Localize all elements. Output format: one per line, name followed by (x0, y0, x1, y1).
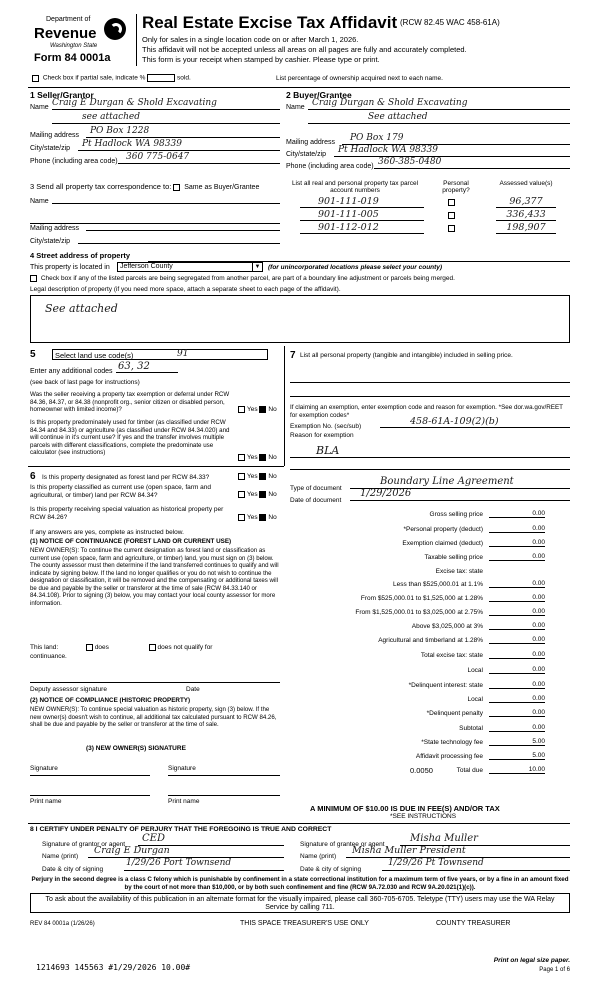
q2-no-label: No (268, 454, 277, 462)
buyer-heading: 2 Buyer/Grantee (286, 90, 352, 100)
this-land-label: This land: (30, 644, 59, 652)
s6q1-no-label: No (268, 473, 277, 481)
buyer-phone-field[interactable]: 360-385-0480 (374, 157, 570, 169)
section7-num: 7 (290, 350, 296, 361)
seller-name-field-2[interactable]: see attached (52, 112, 280, 124)
tax-row (300, 580, 545, 591)
buyer-mailing-label: Mailing address (286, 139, 336, 146)
partial-sale-checkbox[interactable] (32, 75, 39, 82)
s6q3-yes-label: Yes (247, 514, 258, 522)
date-grantor-label: Date & city of signing (42, 866, 104, 873)
local-rate: 0.0050 (410, 766, 433, 775)
legal-paper-note: Print on legal size paper. (493, 957, 570, 964)
parcel-number-field[interactable]: 901-111-019 (300, 196, 424, 208)
treasurer-only: THIS SPACE TREASURER'S USE ONLY (240, 920, 369, 927)
additional-codes-field[interactable]: 63, 32 (116, 361, 178, 373)
tax-row-value[interactable]: 0.00 (489, 695, 545, 703)
notice2-text: NEW OWNER(S): To continue special valuation as historic property, sign (3) below. If the new owner(s) doesn't wish to continue, all additional tax calculated pursuant to RCW 84.26, shall be due and payable by the seller or transferor at the time of sale. (30, 706, 277, 728)
exemption-no-label: Exemption No. (sec/sub) (290, 423, 362, 430)
section5-q2: Is this property predominately used for timber (as classified under RCW 84.34 and 84.33) or agriculture (as classified under RCW 84.34.020) and will continue in it's current use? If yes and the transfer involves multiple parcels with different classifications, complete the predominate use calculator (see instructions) (30, 419, 230, 456)
q2-yes-label: Yes (247, 454, 258, 462)
exemption-no-field[interactable]: 458-61A-109(2)(b) (380, 416, 570, 428)
corr-city-label: City/state/zip (30, 238, 71, 245)
deputy-sig-field[interactable] (30, 675, 190, 683)
corr-mailing-label: Mailing address (30, 225, 80, 232)
new-owner-print-field-1[interactable] (30, 788, 150, 796)
county-select[interactable] (117, 262, 263, 272)
correspondence-row (30, 182, 259, 191)
assessed-value-field[interactable]: 198,907 (496, 222, 556, 234)
tax-row-label: Less than $525,000.01 at 1.1% (393, 581, 483, 588)
seller-heading: 1 Seller/Grantor (30, 90, 94, 100)
tax-row-value[interactable]: 0.00 (489, 580, 545, 588)
section6-q2: Is this property classified as current use (open space, farm and agricultural, or timber) land per RCW 84.34? (30, 484, 212, 499)
alt-format-box (30, 893, 570, 913)
reason-field-2[interactable] (290, 462, 570, 470)
tax-row-value[interactable]: 0.00 (489, 525, 545, 533)
rev-number: REV 84 0001a (1/26/26) (30, 921, 95, 927)
tax-row-label: Taxable selling price (424, 554, 483, 561)
doc-type-label: Type of document (290, 485, 342, 492)
tax-row (300, 539, 545, 550)
perjury-note: Perjury in the second degree is a class C felony which is punishable by confinement in a state correctional institution for a maximum term of five years, or by a fine in an amount fixed by the court of not more than $10,000, or by both such confinement and fine (RCW 9A.72.030 and RCW 9A.20.021(1)(c)). (31, 876, 569, 891)
section6-num: 6 (30, 471, 36, 482)
seller-city-label: City/state/zip (30, 145, 71, 152)
tax-row-value[interactable]: 0.00 (489, 681, 545, 689)
buyer-mailing-field[interactable]: PO Box 179 (342, 133, 570, 145)
tax-row-value[interactable]: 0.00 (489, 651, 545, 659)
section8-heading: 8 I CERTIFY UNDER PENALTY OF PERJURY THAT THE FOREGOING IS TRUE AND CORRECT (30, 826, 332, 833)
s6q3-no-label: No (268, 514, 277, 522)
seller-name-label: Name (30, 104, 49, 111)
section5-q2-answers (238, 454, 277, 461)
tax-row-label: *Delinquent interest: state (408, 682, 483, 689)
chevron-down-icon: ▼ (252, 263, 262, 271)
tax-row-label: Total due (456, 767, 483, 774)
tax-row (300, 553, 545, 564)
tax-row-label: Agricultural and timberland at 1.28% (378, 637, 483, 644)
tax-row-value[interactable]: 5.00 (489, 752, 545, 760)
county-treasurer: COUNTY TREASURER (436, 920, 511, 927)
tax-row-label: *State technology fee (421, 739, 483, 746)
form-title: Real Estate Excise Tax Affidavit (142, 13, 398, 32)
personal-property-field-2[interactable] (290, 389, 570, 397)
name-grantee-label: Name (print) (300, 853, 337, 860)
s6q2-yes-checkbox[interactable] (238, 491, 245, 498)
col-divider (284, 346, 285, 466)
tax-row-value[interactable]: 10.00 (489, 766, 545, 774)
tax-row-value[interactable]: 0.00 (489, 510, 545, 518)
tax-row-label: Above $3,025,000 at 3% (411, 623, 483, 630)
tax-row-value[interactable]: 0.00 (489, 608, 545, 616)
buyer-name-label: Name (286, 104, 305, 111)
segregated-checkbox[interactable] (30, 275, 37, 282)
personal-property-field-1[interactable] (290, 375, 570, 383)
does-not-label: does not qualify for (157, 644, 213, 652)
sig-label-2: Signature (168, 765, 196, 772)
located-in-label: This property is located in (30, 264, 110, 271)
deputy-sig-label: Deputy assessor signature (30, 686, 107, 693)
tax-row-value[interactable]: 0.00 (489, 553, 545, 561)
tax-row-label: *Personal property (deduct) (403, 526, 483, 533)
print-label-2: Print name (168, 798, 200, 805)
seller-mailing-label: Mailing address (30, 132, 80, 139)
tax-row (300, 594, 545, 605)
s6q1-no-checkbox[interactable] (259, 473, 266, 480)
tax-row-label: Local (467, 667, 483, 674)
deputy-date-label: Date (186, 686, 200, 693)
section6-q1: Is this property designated as forest land per RCW 84.33? (42, 474, 210, 481)
seller-phone-label: Phone (including area code) (30, 158, 118, 165)
q2-no-checkbox[interactable] (259, 454, 266, 461)
tax-row-label: Local (467, 696, 483, 703)
corr-city-field[interactable] (78, 232, 280, 244)
seller-city-field[interactable]: Pt Hadlock WA 98339 (78, 139, 280, 151)
section5-num: 5 (30, 349, 36, 360)
segregated-label: Check box if any of the listed parcels are being segregated from another parcel, are part of a boundary line adjustment or parcels being merged. (40, 275, 455, 283)
s6q1-yes-label: Yes (247, 473, 258, 481)
tax-row-value[interactable]: 0.00 (489, 622, 545, 630)
buyer-phone-label: Phone (including area code) (286, 163, 374, 170)
sig-grantor-field[interactable]: CED (138, 833, 284, 846)
partial-sale-label: Check box if partial sale, indicate % (42, 74, 146, 82)
legal-desc-value: See attached (45, 302, 118, 315)
partial-sale-row (32, 74, 191, 82)
q2-yes-checkbox[interactable] (238, 454, 245, 461)
does-not-checkbox[interactable] (149, 644, 156, 651)
print-label-1: Print name (30, 798, 62, 805)
tax-row-label: Total excise tax: state (420, 652, 483, 659)
new-owner-sig-title: (3) NEW OWNER(S) SIGNATURE (86, 745, 186, 752)
name-grantor-field[interactable]: Craig E Durgan (88, 845, 284, 858)
q1-no-label: No (268, 406, 277, 414)
section5-rule (28, 466, 284, 467)
tax-row (300, 567, 545, 578)
q1-no-checkbox[interactable] (259, 406, 266, 413)
this-land-row (30, 644, 212, 651)
dept-line3: Washington State (50, 43, 98, 49)
reason-label: Reason for exemption (290, 432, 354, 439)
buyer-name-field[interactable]: Craig Durgan & Shold Excavating (308, 98, 570, 110)
section5-q1: Was the seller receiving a property tax exemption or deferral under RCW 84.36, 84.37, or 84.38 (nonprofit org., senior citizen or disabled person, homeowner with limited income)? (30, 391, 230, 413)
dor-swirl-icon (104, 18, 126, 40)
name-grantor-label: Name (print) (42, 853, 79, 860)
minimum-note: A MINIMUM OF $10.00 IS DUE IN FEE(S) AND/OR TAX (310, 804, 500, 813)
s6q2-no-label: No (268, 491, 277, 499)
tax-row (300, 681, 545, 692)
name-grantee-field[interactable]: Misha Muller President (346, 845, 570, 858)
notice1-title: (1) NOTICE OF CONTINUANCE (FOREST LAND OR CURRENT USE) (30, 538, 232, 545)
tax-row (300, 724, 545, 735)
tax-row-label: From $525,000.01 to $1,525,000 at 1.28% (360, 595, 483, 602)
personal-col-header: Personal property? (442, 180, 470, 194)
section5-q1-answers (238, 406, 277, 413)
personal-property-checkbox[interactable] (448, 225, 455, 232)
s6q2-no-checkbox[interactable] (259, 491, 266, 498)
tax-row (300, 738, 545, 749)
dept-line2: Revenue (34, 25, 97, 42)
tax-row-label: Gross selling price (429, 511, 483, 518)
new-owner-print-field-2[interactable] (168, 788, 280, 796)
tax-row-label: *Delinquent penalty (426, 710, 483, 717)
personal-property-checkbox[interactable] (448, 212, 455, 219)
buyer-city-label: City/state/zip (286, 151, 327, 158)
tax-row-value[interactable]: 0.00 (489, 539, 545, 547)
notice2-title: (2) NOTICE OF COMPLIANCE (HISTORIC PROPERTY) (30, 697, 191, 704)
form-citation: (RCW 82.45 WAC 458-61A) (400, 18, 500, 27)
tax-row-value[interactable]: 5.00 (489, 738, 545, 746)
street-address-field[interactable] (148, 252, 570, 262)
page-number: Page 1 of 6 (539, 967, 570, 973)
tax-row (300, 666, 545, 677)
parcel-number-field[interactable]: 901-112-012 (300, 222, 424, 234)
answer-note: If any answers are yes, complete as instructed below. (30, 529, 184, 536)
tax-row-label: Exemption claimed (deduct) (402, 540, 483, 547)
sec8-rule (28, 823, 570, 824)
county-select-value: Jefferson County (120, 263, 173, 270)
seller-mailing-field[interactable]: PO Box 1228 (86, 126, 280, 138)
q1-yes-checkbox[interactable] (238, 406, 245, 413)
continuance-label: continuance. (30, 653, 67, 660)
assessed-value-field[interactable]: 336,433 (496, 209, 556, 221)
legal-desc-field[interactable] (30, 295, 570, 343)
notice-3: This form is your receipt when stamped by cashier. Please type or print. (142, 55, 380, 64)
personal-property-checkbox[interactable] (448, 199, 455, 206)
notice-2: This affidavit will not be accepted unless all areas on all pages are fully and accurately completed. (142, 45, 467, 54)
see-back-note: (see back of last page for instructions) (30, 379, 140, 386)
tax-row (300, 695, 545, 706)
assessed-value-field[interactable]: 96,377 (496, 196, 556, 208)
section6-q3-answers (238, 514, 277, 521)
parcel-number-field[interactable]: 901-111-005 (300, 209, 424, 221)
buyer-name-field-2[interactable]: See attached (308, 112, 570, 124)
corr-name-field[interactable] (52, 192, 280, 204)
sig-grantee-label: Signature of grantee or agent (300, 841, 385, 848)
form-number: Form 84 0001a (34, 52, 111, 64)
sig-label-1: Signature (30, 765, 58, 772)
date-grantee-label: Date & city of signing (300, 866, 362, 873)
additional-codes-label: Enter any additional codes (30, 368, 113, 375)
same-as-buyer-label: Same as Buyer/Grantee (184, 184, 260, 191)
dept-line1: Department of (46, 16, 91, 23)
tax-row (300, 510, 545, 521)
tax-row-value[interactable]: 0.00 (489, 594, 545, 602)
tax-row (300, 525, 545, 536)
tax-row-value[interactable]: 0.00 (489, 666, 545, 674)
tax-row (300, 709, 545, 720)
section6-q3: Is this property receiving special valuation as historical property per RCW 84.26? (30, 506, 224, 521)
does-checkbox[interactable] (86, 644, 93, 651)
receipt-stamp: 1214693 145563 #1/29/2026 10.00# (36, 963, 191, 972)
sig-grantor-label: Signature of grantor or agent (42, 841, 126, 848)
land-use-select-value: 91 (177, 349, 189, 359)
sig-grantee-field[interactable]: Misha Muller (400, 833, 570, 846)
seller-name-field[interactable]: Craig E Durgan & Shold Excavating (52, 98, 280, 110)
q1-yes-label: Yes (247, 406, 258, 414)
corr-name-label: Name (30, 198, 49, 205)
correspondence-heading: 3 Send all property tax correspondence to: (30, 182, 172, 191)
ownership-note: List percentage of ownership acquired next to each name. (276, 75, 443, 82)
seller-phone-field[interactable]: 360 775-0647 (118, 152, 280, 164)
tax-row-label: Affidavit processing fee (415, 753, 483, 760)
section6-q1-answers (238, 473, 277, 480)
tax-row (300, 651, 545, 662)
section7-text: List all personal property (tangible and intangible) included in selling price. (300, 352, 513, 359)
tax-row-label: Excise tax: state (435, 568, 483, 575)
buyer-city-field[interactable]: Pt Hadlock WA 98339 (334, 145, 570, 157)
date-grantee-field[interactable]: 1/29/26 Pt Townsend (382, 858, 570, 871)
same-as-buyer-checkbox[interactable] (173, 184, 180, 191)
alt-format-text: To ask about the availability of this publication in an alternate format for the visually impaired, please call 360-705-6705. Teletype (TTY) users may use the WA Relay Service by calling 711. (45, 896, 555, 911)
legal-desc-label: Legal description of property (if you need more space, attach a separate sheet to each page of the affidavit). (30, 286, 341, 293)
land-use-select-label: Select land use code(s) (55, 351, 134, 360)
tax-row-value[interactable]: 0.00 (489, 709, 545, 717)
section6-q2-answers (238, 491, 277, 498)
partial-sale-sold: sold. (177, 74, 191, 82)
land-use-select[interactable] (52, 349, 268, 360)
doc-date-label: Date of document (290, 497, 342, 504)
reason-field[interactable]: BLA (290, 444, 570, 458)
notice1-text: NEW OWNER(S): To continue the current designation as forest land or classification as current use (open space, farm and agriculture, or timber) land, you must sign on (3) below. The county assessor must then determine if the land transferred continues to qualify and will indicate by signing below. If the land no longer qualifies or you do not wish to continue the designation or classification, it will be removed and the compensating or additional taxes will be due and payable by the seller or transferor at the time of sale (RCW 84.33.140 or 84.34.108). Prior to signing (3) below, you may contact your local county assessor for more information. (30, 547, 279, 607)
see-instructions: *SEE INSTRUCTIONS (390, 813, 457, 820)
tax-row-value[interactable]: 0.00 (489, 636, 545, 644)
s6q3-yes-checkbox[interactable] (238, 514, 245, 521)
tax-row-label: Subtotal (459, 725, 483, 732)
tax-row (300, 622, 545, 633)
notice-1: Only for sales in a single location code on or after March 1, 2026. (142, 35, 359, 44)
does-label: does (94, 644, 109, 652)
partial-sale-percent-input[interactable] (147, 74, 175, 82)
assessed-col-header: Assessed value(s) (499, 180, 553, 187)
tax-row-value[interactable]: 0.00 (489, 724, 545, 732)
s6q3-no-checkbox[interactable] (259, 514, 266, 521)
header-rule (28, 87, 570, 88)
s6q1-yes-checkbox[interactable] (238, 473, 245, 480)
corr-mailing-field[interactable] (86, 219, 280, 231)
tax-row (300, 636, 545, 647)
dor-logo-box (28, 12, 132, 70)
doc-type-field[interactable]: Boundary Line Agreement (350, 476, 570, 489)
tax-row-label: From $1,525,000.01 to $3,025,000 at 2.75% (355, 609, 483, 616)
tax-row (300, 608, 545, 619)
exemption-text: If claiming an exemption, enter exemption code and reason for exemption. *See dor.wa.gov/REET for exemption codes* (290, 404, 563, 419)
street-heading: 4 Street address of property (30, 251, 131, 260)
parcel-col-header: List all real and personal property tax parcel account numbers (291, 180, 419, 194)
s6q2-yes-label: Yes (247, 491, 258, 499)
segregated-row (30, 275, 455, 282)
tax-row (300, 752, 545, 763)
doc-date-field[interactable]: 1/29/2026 (350, 488, 570, 501)
header-divider (136, 14, 137, 66)
deputy-date-field[interactable] (186, 675, 280, 683)
date-grantor-field[interactable]: 1/29/26 Port Townsend (124, 858, 284, 871)
county-note: (for unincorporated locations please select your county) (268, 264, 443, 271)
